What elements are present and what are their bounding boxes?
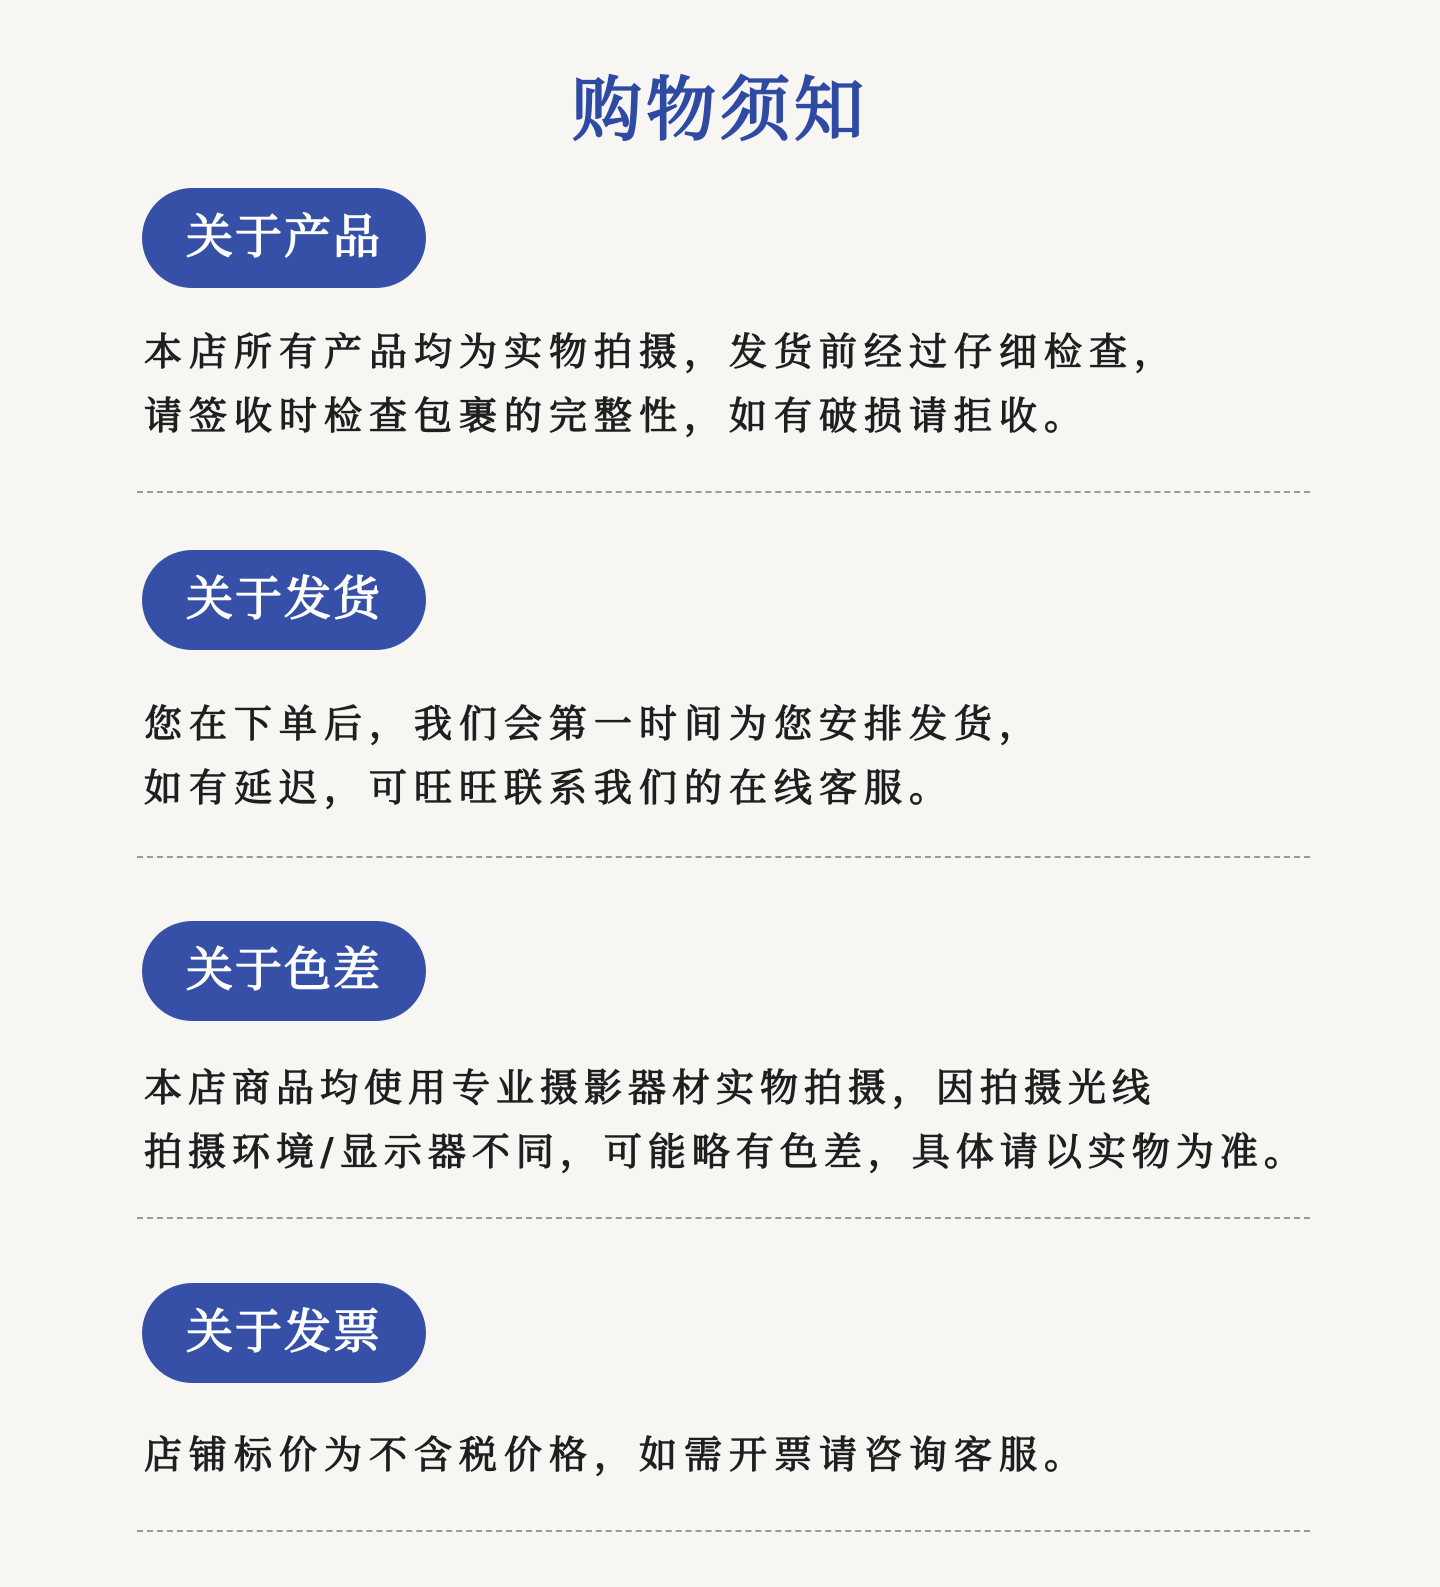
section-text-line: 本店所有产品均为实物拍摄，发货前经过仔细检查， <box>144 330 1180 374</box>
section-text-shipping <box>144 692 1384 820</box>
section-text-line: 本店商品均使用专业摄影器材实物拍摄，因拍摄光线 <box>144 1066 1157 1110</box>
section-text-product <box>144 320 1384 448</box>
section-text-line: 店铺标价为不含税价格，如需开票请咨询客服。 <box>144 1433 1090 1477</box>
page-title: 购物须知 <box>572 69 868 151</box>
section-label-invoice: 关于发票 <box>142 1283 426 1383</box>
section-text-line: 如有延迟，可旺旺联系我们的在线客服。 <box>144 766 955 810</box>
section-label-product: 关于产品 <box>142 188 426 288</box>
section-divider <box>137 1530 1310 1532</box>
section-label-color-difference: 关于色差 <box>142 921 426 1021</box>
section-text-color-difference <box>144 1056 1344 1184</box>
section-divider <box>137 491 1310 493</box>
section-label-shipping: 关于发货 <box>142 550 426 650</box>
section-text-line: 拍摄环境/显示器不同，可能略有色差，具体请以实物为准。 <box>144 1130 1308 1174</box>
section-divider <box>137 1217 1310 1219</box>
section-text-line: 您在下单后，我们会第一时间为您安排发货， <box>144 702 1045 746</box>
section-text-line: 请签收时检查包裹的完整性，如有破损请拒收。 <box>144 394 1090 438</box>
section-divider <box>137 856 1310 858</box>
section-text-invoice <box>144 1423 1384 1487</box>
